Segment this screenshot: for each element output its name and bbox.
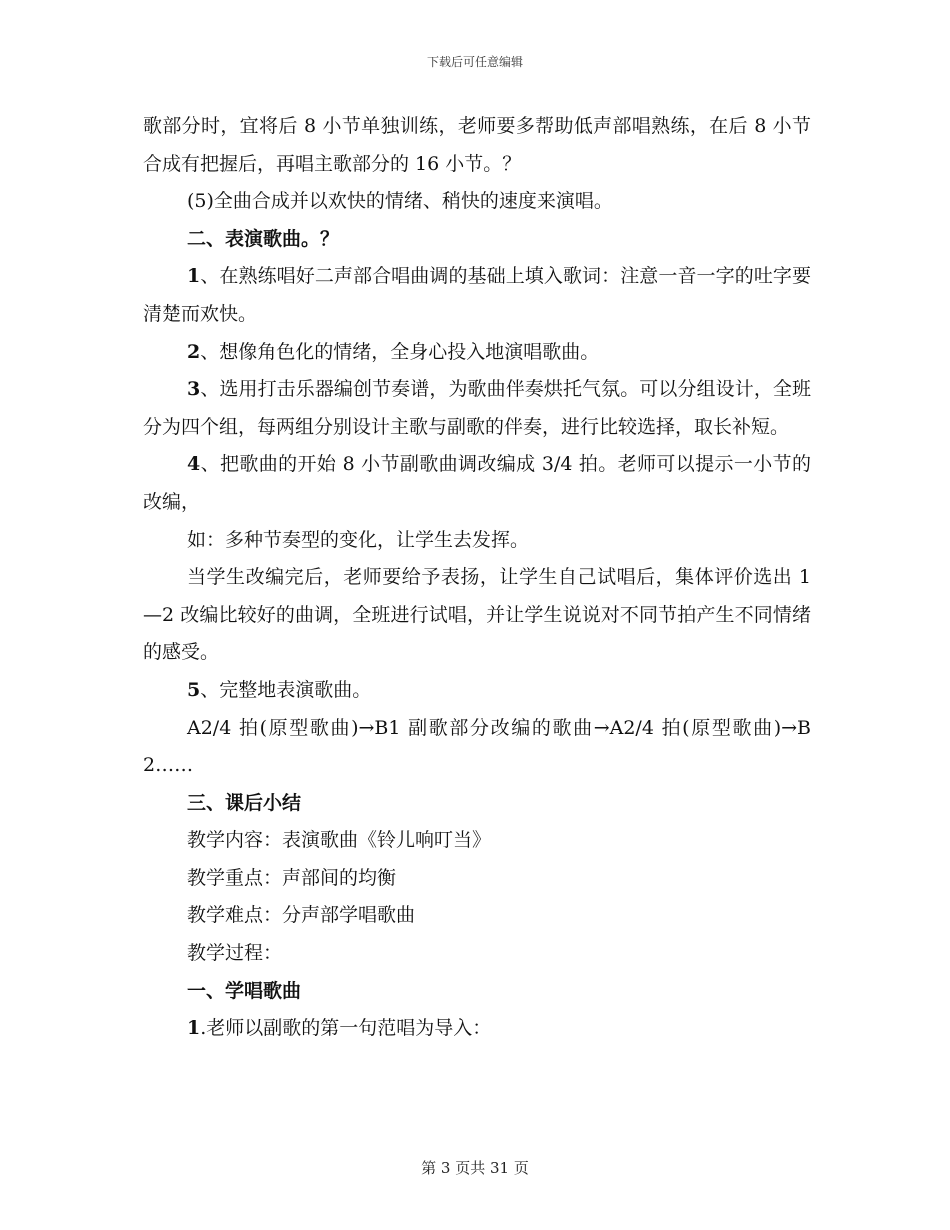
list-number: 3 [187,378,201,401]
section-heading-summary: 三、课后小结 [187,791,302,814]
page-header: 下载后可任意编辑 [426,55,523,69]
list-text: 、在熟练唱好二声部合唱曲调的基础上填入歌词：注意一音一字的吐字要清楚而欢快。 [143,265,811,325]
paragraph-step-5: (5)全曲合成并以欢快的情绪、稍快的速度来演唱。 [187,190,613,213]
paragraph-teaching-content: 教学内容：表演歌曲《铃儿响叮当》 [187,829,492,852]
document-body [143,108,811,1048]
list-number: 5 [187,678,201,701]
list-item-5 [143,672,811,710]
paragraph-structure: A2/4 拍(原型歌曲)→B1 副歌部分改编的歌曲→A2/4 拍(原型歌曲)→B2…… [143,716,811,777]
paragraph-continuation: 歌部分时，宜将后 8 小节单独训练，老师要多帮助低声部唱熟练，在后 8 小节合成有把握后，再唱主歌部分的 16 小节。？ [143,115,811,175]
list-item-1 [143,258,811,333]
list-text: 、选用打击乐器编创节奏谱，为歌曲伴奏烘托气氛。可以分组设计，全班分为四个组，每两组分别设计主歌与副歌的伴奏，进行比较选择，取长补短。 [143,378,811,438]
list-item-4 [143,446,811,521]
list-number: 1 [187,1017,201,1040]
page-footer: 第 3 页共 31 页 [421,1159,529,1177]
list-text: 、完整地表演歌曲。 [200,678,372,701]
section-heading-learn: 一、学唱歌曲 [187,979,302,1002]
section-heading-perform: 二、表演歌曲。？ [187,227,340,250]
paragraph-example: 如：多种节奏型的变化，让学生去发挥。 [187,528,530,551]
paragraph-evaluation: 当学生改编完后，老师要给予表扬，让学生自己试唱后，集体评价选出 1—2 改编比较好的曲调，全班进行试唱，并让学生说说对不同节拍产生不同情绪的感受。 [143,566,811,664]
list-text: 、想像角色化的情绪，全身心投入地演唱歌曲。 [200,340,600,363]
list-item-learn-1 [143,1010,811,1048]
list-number: 1 [187,265,201,288]
list-item-3 [143,371,811,446]
list-text: 、把歌曲的开始 8 小节副歌曲调改编成 3/4 拍。老师可以提示一小节的改编， [143,453,811,513]
list-number: 4 [187,453,201,476]
paragraph-teaching-focus: 教学重点：声部间的均衡 [187,866,397,889]
paragraph-teaching-process: 教学过程： [187,942,283,965]
paragraph-teaching-difficulty: 教学难点：分声部学唱歌曲 [187,904,416,927]
list-item-2 [143,334,811,372]
list-number: 2 [187,340,201,363]
list-text: .老师以副歌的第一句范唱为导入： [200,1017,492,1040]
